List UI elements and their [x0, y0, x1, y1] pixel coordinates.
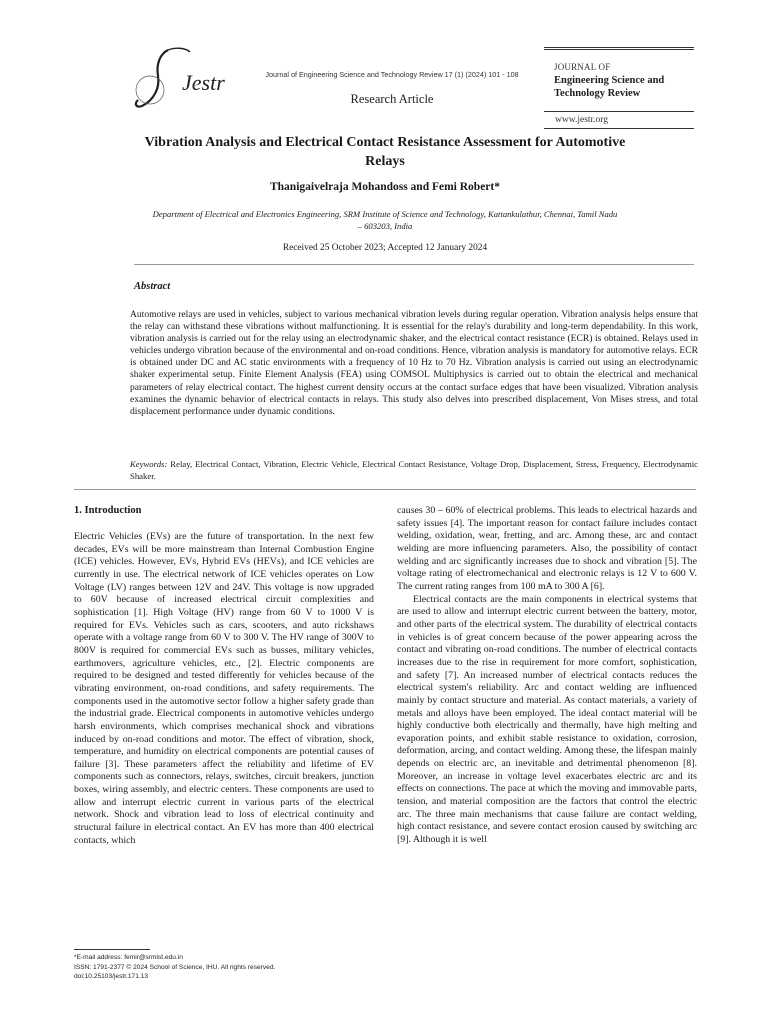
logo-text: Jestr [182, 70, 225, 95]
journal-name-line1: Engineering Science and [554, 75, 665, 86]
left-column [74, 531, 374, 847]
issn-line: ISSN: 1791-2377 © 2024 School of Science, IHU. All rights reserved. [74, 963, 276, 971]
divider [74, 489, 696, 490]
divider [134, 264, 694, 265]
paragraph: causes 30 – 60% of electrical problems. This leads to electrical hazards and safety issues [4]. The important reason for contact failure includes contact welding, oxidation, wear, fretting, and arc. Among these, arc and contact welding are more influencing parameters. Also, the possibility of contact welding and arc significantly increases due to shock and vibration [5]. The voltage rating of electromechanical and electronic relays is 12 V to 600 V. The current rating ranges from 100 mA to 300 A [6]. [397, 505, 697, 592]
abstract-heading: Abstract [134, 281, 171, 292]
journal-name-line2: Technology Review [554, 88, 641, 99]
keywords-label: Keywords: [130, 459, 168, 469]
authors: Thanigaivelraja Mohandoss and Femi Robert* [269, 181, 500, 193]
journal-citation: Journal of Engineering Science and Technology Review 17 (1) (2024) 101 - 108 [265, 70, 519, 79]
footnote-rule [74, 949, 150, 950]
right-column [397, 505, 697, 847]
journal-website[interactable]: www.jestr.org [555, 115, 609, 125]
journal-logo [130, 44, 240, 114]
footnote [74, 953, 275, 982]
header-rule [544, 128, 694, 129]
paper-title [110, 133, 660, 171]
keywords [130, 459, 698, 482]
title-line2: Relays [365, 154, 405, 169]
received-dates: Received 25 October 2023; Accepted 12 January 2024 [282, 243, 488, 253]
keywords-list: Relay, Electrical Contact, Vibration, Electric Vehicle, Electrical Contact Resistance, Voltage Drop, Displacement, Stress, Frequency, Electrodynamic Shaker. [130, 459, 698, 481]
corresponding-email: *E-mail address: femir@srmist.edu.in [74, 954, 183, 961]
paragraph: Electric Vehicles (EVs) are the future of transportation. In the next few decades, EVs will be more mainstream than Internal Combustion Engine (ICE) vehicles. However, EVs, Hybrid EVs (HEVs), and ICE vehicles are currently in use. The electrical network of ICE vehicles operates on Low Voltage (LV) ranges between 12V and 24V. This voltage is now upgraded to 60V because of increased electrical circuit complexities and sophistication [1]. High Voltage (HV) range from 60 V to 1000 V is required for EVs. Vehicles such as cars, scooters, and auto rickshaws operate with a voltage range from 60 V to 300 V. The HV range of 300V to 800V is required for commercial EVs such as busses, military vehicles, earthmovers, agriculture vehicles, etc., [2]. Electric components are required to be designed and tested differently for vehicles because of the vibrating environment, on-road conditions, and safety requirements. The components used in the automotive sector follow a higher safety grade than the industrial grade. Electrical components in automotive vehicles undergo harsh environments, which comprises mechanical shock and vibrations induced by on-road conditions and motor. The effect of vibration, shock, temperature, and humidity on electrical components are potential causes of failure [3]. These parameters affect the reliability and lifetime of EV components such as connectors, relays, switches, circuit breakers, junction boxes, wiring assembly, and electric centers. These components are used to allow and interrupt electric current in various parts of the electrical network. Shock and vibration lead to loss of electrical continuity and structural failure in electrical contact. An EV has more than 400 electrical contacts, which [74, 531, 374, 846]
paragraph: Electrical contacts are the main components in electrical systems that are used to allow and interrupt electric current between the battery, motor, and other parts of the electrical system. The durability of electrical contacts in vehicles is of great concern because of the power appearing across the contact and vibrating on-road conditions. The number of electrical contacts increases due to the rise in requirement for more comfort, sophistication, and safety [7]. An increased number of electrical contacts reduces the electrical system's reliability. Arc and contact welding are influenced mainly by contact structure and material. As contact materials, a variety of metals and alloys have been employed. The ideal contact material will be highly conductive both electrically and thermally, have high melting and evaporation points, and exhibit stable resistance to oxidation, corrosion, deformation, arcing, and contact welding. Among these, the lifespan mainly depends on electric arc, an inevitable and detrimental phenomenon [8]. Moreover, an increase in voltage level exacerbates electric arc and its effects on connections. The pace at which the moving and immovable parts, tension, and material composition are the factors that control the electric arc. The three main mechanisms that cause failure are contact welding, high contact resistance, and severe contact erosion caused by switching arc [9]. Although it is well [397, 593, 697, 846]
article-type: Research Article [350, 92, 434, 106]
section-heading-introduction: 1. Introduction [74, 505, 142, 516]
header-rule [544, 47, 694, 50]
journal-name [554, 74, 694, 100]
affiliation-line2: – 603203, India [357, 220, 413, 231]
title-line1: Vibration Analysis and Electrical Contact Resistance Assessment for Automotive [144, 135, 626, 150]
jestr-logo-mark [130, 44, 240, 114]
doi-line: doi:10.25103/jestr.171.13 [74, 973, 149, 981]
affiliation-line1: Department of Electrical and Electronics Engineering, SRM Institute of Science and Technology, Kattankulathur, Chennai, Tamil Nadu [152, 209, 618, 219]
journal-of-label: JOURNAL OF [554, 62, 611, 72]
header-rule [544, 111, 694, 112]
abstract-text: Automotive relays are used in vehicles, subject to various mechanical vibration levels during regular operation. Vibration analysis helps ensure that the relay can withstand these vibrations without malfunctioning. It is essential for the relay's durability and long-term dependability. In this work, vibration analysis is carried out for the relay using an electrodynamic shaker, and the electrical contact resistance (ECR) is obtained. Relays used in vehicles undergo vibration because of the environmental and on-road conditions. Hence, vibration analysis is mandatory for automotive relays. ECR is obtained under DC and AC static environments with a frequency of 10 Hz to 70 Hz. Vibration analysis is carried out using an electrodynamic shaker experimental setup. Finite Element Analysis (FEA) using COMSOL Multiphysics is carried out to obtain the electrical and mechanical parameters of relay electrical contact. The highest current density occurs at the contact surface edges that have been visualized. Vibration analysis examines the dynamic behavior of electrical contacts in relays. This study also delves into prescribed displacement, Von Mises stress, and total displacement performance under dynamic conditions. [130, 309, 698, 417]
affiliation [120, 209, 650, 232]
